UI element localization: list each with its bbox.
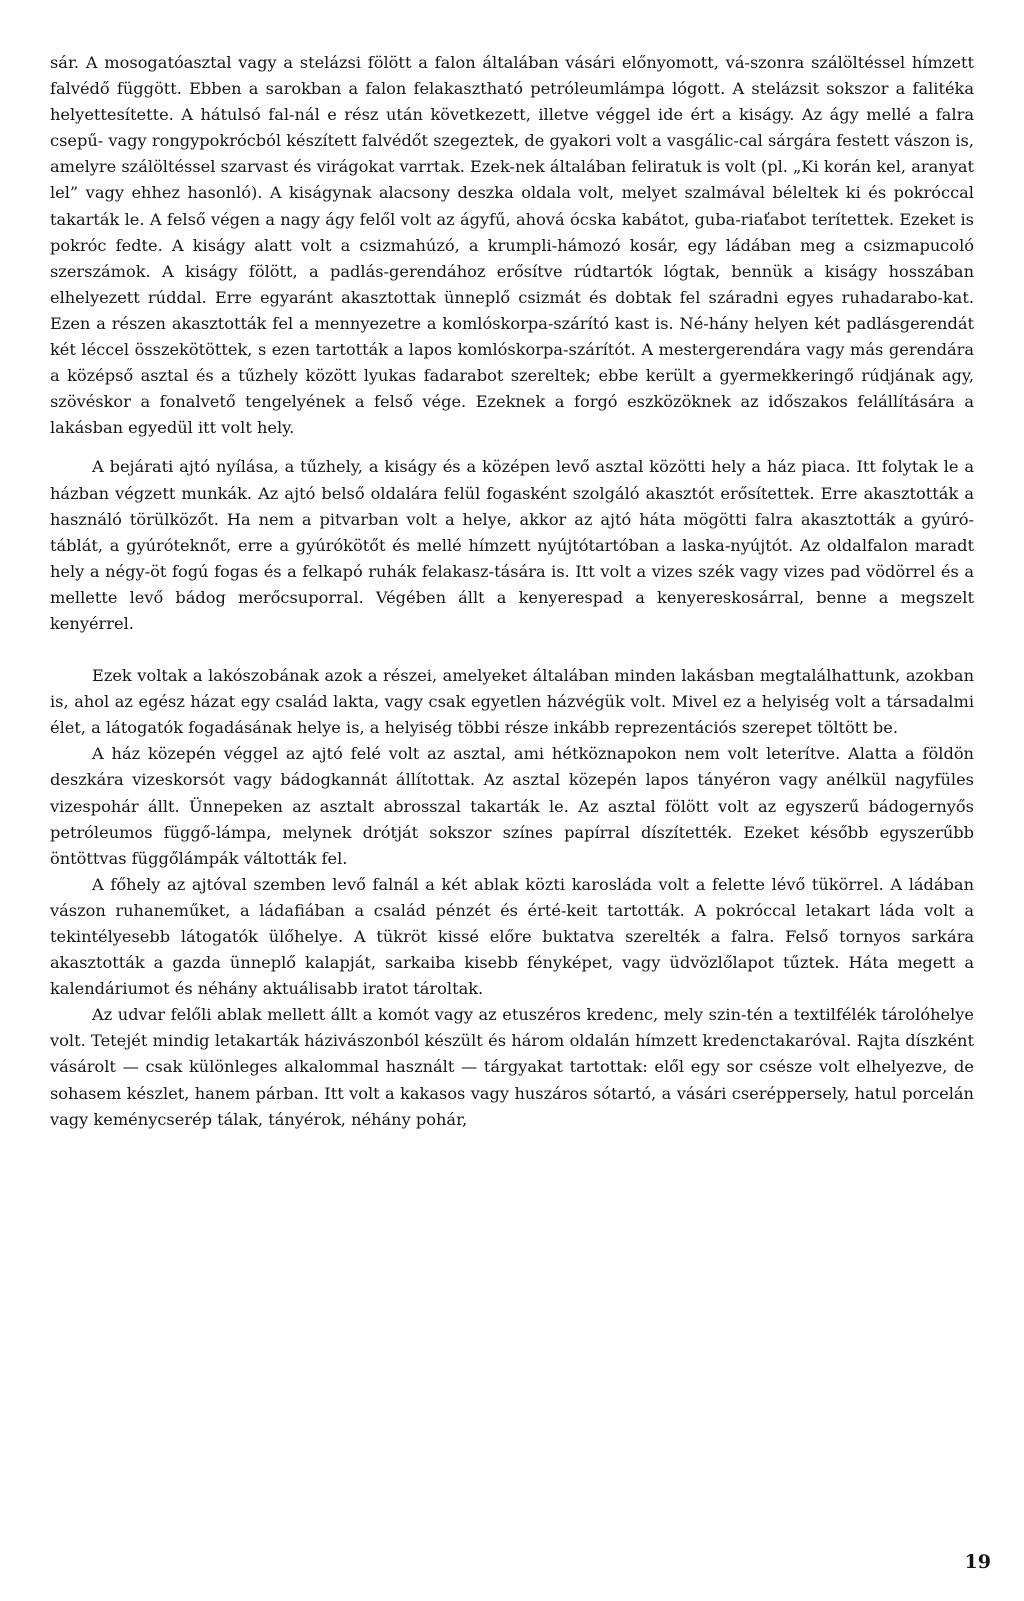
paragraph-5: A főhely az ajtóval szemben levő falnál a két ablak közti karosláda volt a felette lévő tükörrel. A ládában vászon ruhaneműket, a ládafiában a család pénzét és érté-keit tartották. A pokróccal letakart láda volt a tekintélyesebb látogatók ülőhelye. A tükröt kissé előre buktatva szerelték a falra. Felső tornyos sarkára akasztották a gazda ünneplő kalapját, sarkaiba kisebb fényképet, vagy üdvözlőlapot tűztek. Háta megett a kalendáriumot és néhány aktuálisabb iratot tároltak. bbox=[50, 874, 974, 999]
paragraph-3: Ezek voltak a lakószobának azok a részei, amelyeket általában minden lakásban megtalálhattunk, azokban is, ahol az egész házat egy család lakta, vagy csak egyetlen házvégük volt. Mivel ez a helyiség volt a társadalmi élet, a látogatók fogadásának helye is, a helyiség többi része inkább reprezentációs szerepet töltött be. bbox=[50, 666, 974, 738]
paragraph-1: sár. A mosogatóasztal vagy a stelázsi fölött a falon általában vásári előnyomott, vá-szonra szálöltéssel hímzett falvédő függött. Ebben a sarokban a falon felakasztható petróleumlámpa lógott. A stelázsit sokszor a falitéka helyettesítette. A hátulsó fal-nál e rész után következett, illetve véggel ide ért a kiságy. Az ágy mellé a falra csepű- vagy rongypokrócból készített falvédőt szegeztek, de gyakori volt a vasgálic-cal sárgára festett vászon is, amelyre szálöltéssel szarvast és virágokat varrtak. Ezek-nek általában feliratuk is volt (pl. „Ki korán kel, aranyat lel” vagy ehhez hasonló). A kiságynak alacsony deszka oldala volt, melyet szalmával béleltek ki és pokróccal takarták le. A felső végen a nagy ágy felől volt az ágyfű, ahová ócska kabátot, guba-riaťabot terítettek. Ezeket is pokróc fedte. A kiságy alatt volt a csizmahúzó, a krumpli-hámozó kosár, egy ládában meg a csizmapucoló szerszámok. A kiságy fölött, a padlás-gerendához erősítve rúdtartók lógtak, bennük a kiságy hosszában elhelyezett rúddal. Erre egyaránt akasztottak ünneplő csizmát és dobtak fel száradni egyes ruhadarabo-kat. Ezen a részen akasztották fel a mennyezetre a komlóskorpa-szárító kast is. Né-hány helyen két padlásgerendát két léccel összekötöttek, s ezen tartották a lapos komlóskorpa-szárítót. A mestergerendára vagy más gerendára a középső asztal és a tűzhely között lyukas fadarabot szereltek; ebbe került a gyermekkeringő rúdjának agy, szövéskor a fonalvető tengelyének a felső vége. Ezeknek a forgó eszközöknek az időszakos felállítására a lakásban egyedül itt volt hely. bbox=[50, 53, 974, 438]
paragraph-4: A ház közepén véggel az ajtó felé volt az asztal, ami hétköznapokon nem volt leterítve. Alatta a földön deszkára vizeskorsót vagy bádogkannát állítottak. Az asztal közepén lapos tányéron vagy anélkül nagyfüles vizespohár állt. Ünnepeken az asztalt abrosszal takarták le. Az asztal fölött volt az egyszerű bádogernyős petróleumos függő-lámpa, melynek drótját sokszor színes papírral díszítették. Ezeket később egyszerűbb öntöttvas függőlámpák váltották fel. bbox=[50, 744, 974, 868]
paragraph-6: Az udvar felőli ablak mellett állt a komót vagy az etuszéros kredenc, mely szin-tén a textilfélék tárolóhelye volt. Tetejét mindig letakarták házivászonból készült és három oldalán hímzett kredenctakaróval. Rajta díszként vásárolt — csak különleges alkalommal használt — tárgyakat tartottak: elől egy sor csésze volt elhelyezve, de sohasem készlet, hanem párban. Itt volt a kakasos vagy huszáros sótartó, a vásári cseréppersely, hatul porcelán vagy keménycserép tálak, tányérok, néhány pohár, bbox=[50, 1005, 974, 1129]
paragraph-2: A bejárati ajtó nyílása, a tűzhely, a kiságy és a középen levő asztal közötti hely a ház piaca. Itt folytak le a házban végzett munkák. Az ajtó belső oldalára felül fogasként szolgáló akasztót erősítettek. Erre akasztották a használó törülközőt. Ha nem a pitvarban volt a helye, akkor az ajtó háta mögötti falra akasztották a gyúró-táblát, a gyúróteknőt, erre a gyúrókötőt és mellé hímzett nyújtótartóban a laska-nyújtót. Az oldalfalon maradt hely a négy-öt fogú fogas és a felkapó ruhák felakasz-tására is. Itt volt a vizes szék vagy vizes pad vödörrel és a mellette levő bádog merőcsuporral. Végében állt a kenyerespad a kenyereskosárral, benne a megszelt kenyérrel. bbox=[50, 457, 974, 633]
page-body bbox=[50, 50, 974, 1133]
page-number: 19 bbox=[964, 1551, 991, 1573]
